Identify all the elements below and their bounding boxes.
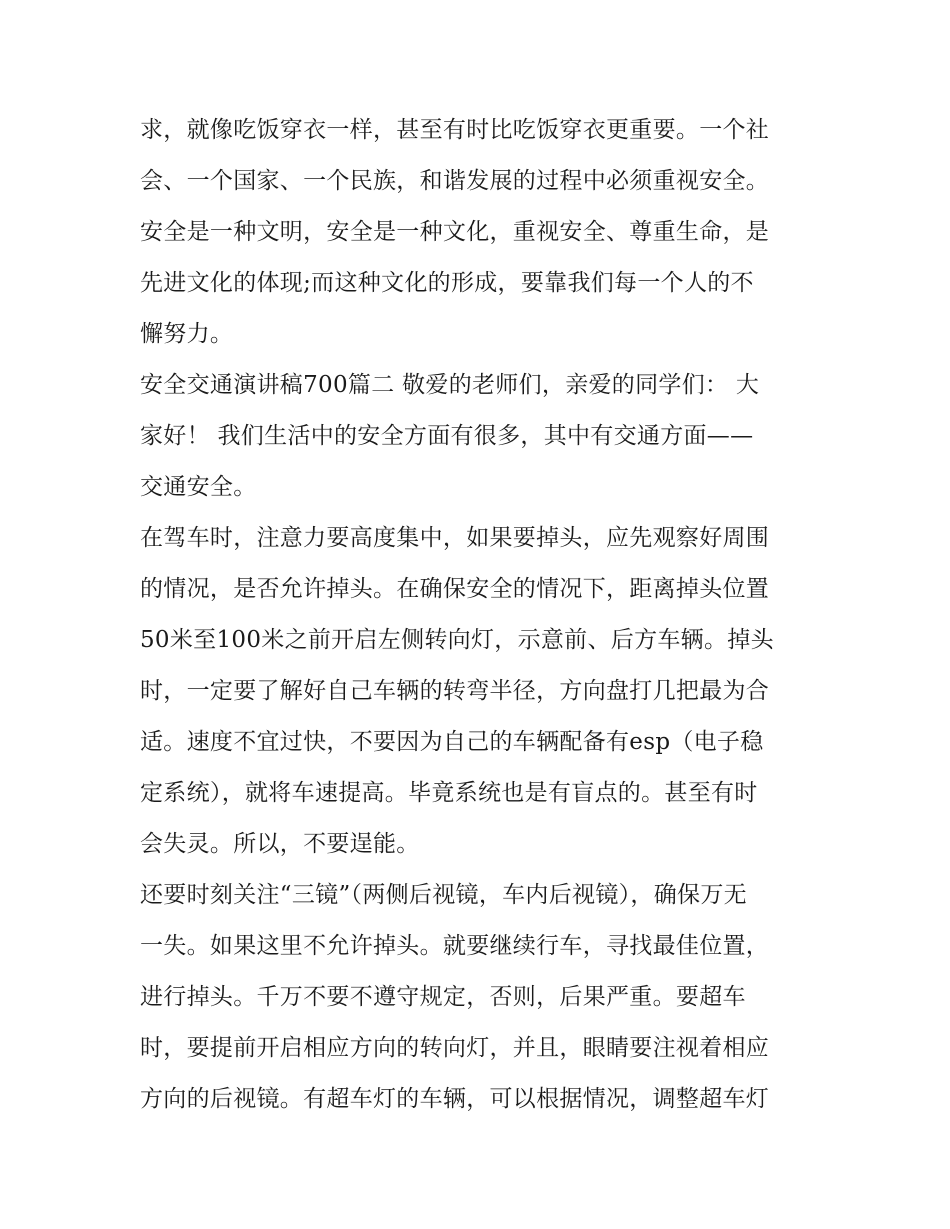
text-line: 时，要提前开启相应方向的转向灯，并且，眼睛要注视着相应: [140, 1035, 770, 1061]
text-line: 会、一个国家、一个民族，和谐发展的过程中必须重视安全。: [140, 168, 770, 194]
body-text: [140, 105, 820, 1125]
text-line: 家好！ 我们生活中的安全方面有很多，其中有交通方面——: [140, 423, 754, 449]
text-line: 定系统），就将车速提高。毕竟系统也是有盲点的。甚至有时: [140, 780, 758, 806]
text-line: 进行掉头。千万不要不遵守规定，否则，后果严重。要超车: [140, 984, 746, 1010]
text-line: 时，一定要了解好自己车辆的转弯半径，方向盘打几把最为合: [140, 678, 770, 704]
text-line: 一失。如果这里不允许掉头。就要继续行车，寻找最佳位置，: [140, 933, 770, 959]
text-line: 在驾车时，注意力要高度集中，如果要掉头，应先观察好周围: [140, 525, 770, 551]
text-line: 安全是一种文明，安全是一种文化，重视安全、尊重生命，是: [140, 219, 770, 245]
text-line: 方向的后视镜。有超车灯的车辆，可以根据情况，调整超车灯: [140, 1086, 770, 1112]
text-line: 求，就像吃饭穿衣一样，甚至有时比吃饭穿衣更重要。一个社: [140, 117, 770, 143]
text-line: 的情况，是否允许掉头。在确保安全的情况下，距离掉头位置: [140, 576, 770, 602]
text-line: 先进文化的体现;而这种文化的形成，要靠我们每一个人的不: [140, 270, 754, 296]
text-line: 交通安全。: [140, 474, 257, 500]
text-line: 还要时刻关注“三镜”（两侧后视镜，车内后视镜），确保万无: [140, 882, 747, 908]
text-line: 安全交通演讲稿700篇二 敬爱的老师们，亲爱的同学们： 大: [140, 372, 760, 398]
text-line: 适。速度不宜过快，不要因为自己的车辆配备有esp（电子稳: [140, 729, 764, 755]
text-line: 50米至100米之前开启左侧转向灯，示意前、后方车辆。掉头: [140, 627, 774, 653]
text-line: 会失灵。所以，不要逞能。: [140, 831, 420, 857]
text-line: 懈努力。: [140, 321, 234, 347]
